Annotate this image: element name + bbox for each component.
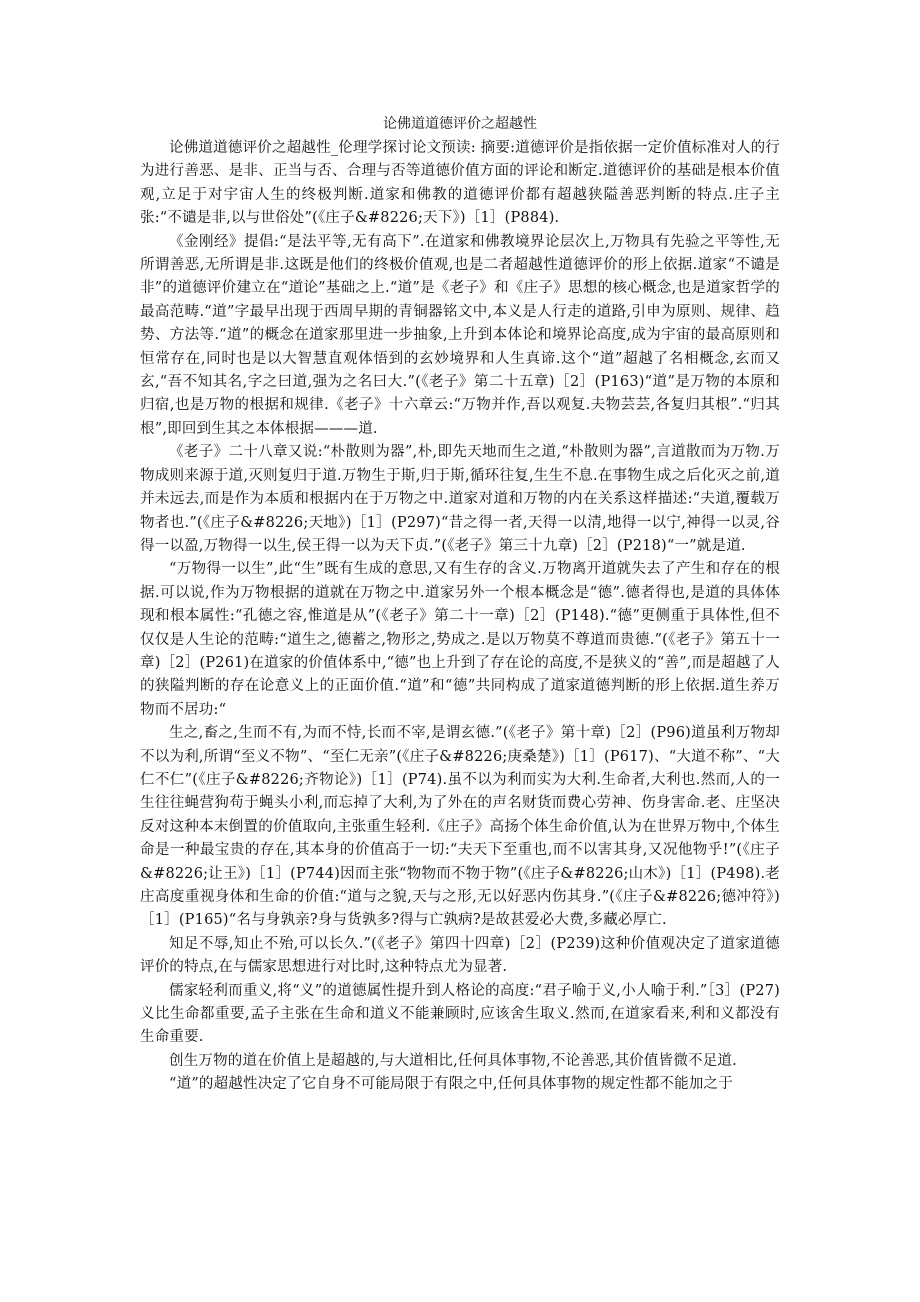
document-body [140,137,780,1097]
paragraph: 生之,畜之,生而不有,为而不恃,长而不宰,是谓玄德.”(《老子》第十章)［2］(P96)道虽利万物却不以为利,所谓“至义不物”、“至仁无亲”(《庄子&#8226;庚桑楚》)［1］(P617)、“大道不称”、“大仁不仁”(《庄子&#8226;齐物论》)［1］(P74).虽不以为利而实为大利.生命者,大利也.然而,人的一生往往蝇营狗苟于蝇头小利,而忘掉了大利,为了外在的声名财货而费心劳神、伤身害命.老、庄坚决反对这种本末倒置的价值取向,主张重生轻利.《庄子》高扬个体生命价值,认为在世界万物中,个体生命是一种最宝贵的存在,其本身的价值高于一切:“夫天下至重也,而不以害其身,又况他物乎!”(《庄子&#8226;让王》)［1］(P744)因而主张“物物而不物于物”(《庄子&#8226;山木》)［1］(P498).老庄高度重视身体和生命的价值:“道与之貌,天与之形,无以好恶内伤其身.”(《庄子&#8226;德冲符》)［1］(P165)“名与身孰亲?身与货孰多?得与亡孰病?是故甚爱必大费,多藏必厚亡. [140,725,780,929]
paragraph: “万物得一以生”,此“生”既有生成的意思,又有生存的含义.万物离开道就失去了产生和存在的根据.可以说,作为万物根据的道就在万物之中.道家另外一个根本概念是“德”.德者得也,是道的具体体现和根本属性:“孔德之容,惟道是从”(《老子》第二十一章)［2］(P148).“德”更侧重于具体性,但不仅仅是人生论的范畴:“道生之,德蓄之,物形之,势成之.是以万物莫不尊道而贵德.”(《老子》第五十一章)［2］(P261)在道家的价值体系中,“德”也上升到了存在论的高度,不是狭义的“善”,而是超越了人的狭隘判断的存在论意义上的正面价值.“道”和“德”共同构成了道家道德判断的形上依据.道生养万物而不居功:“ [140,561,780,718]
paragraph: 《老子》二十八章又说:“朴散则为器”,朴,即先天地而生之道,“朴散则为器”,言道散而为万物.万物成则来源于道,灭则复归于道.万物生于斯,归于斯,循环往复,生生不息.在事物生成之后化灭之前,道并未远去,而是作为本质和根据内在于万物之中.道家对道和万物的内在关系这样描述:“夫道,覆载万物者也.”(《庄子&#8226;天地》)［1］(P297)“昔之得一者,天得一以清,地得一以宁,神得一以灵,谷得一以盈,万物得一以生,侯王得一以为天下贞.”(《老子》第三十九章)［2］(P218)“一”就是道. [140,444,780,554]
paragraph: 儒家轻利而重义,将“义”的道德属性提升到人格论的高度:“君子喻于义,小人喻于利.”［3］(P27)义比生命都重要,孟子主张在生命和道义不能兼顾时,应该舍生取义.然而,在道家看来,利和义都没有生命重要. [140,982,780,1046]
paragraph: 创生万物的道在价值上是超越的,与大道相比,任何具体事物,不论善恶,其价值皆微不足道. [169,1052,737,1069]
paragraph: 知足不辱,知止不殆,可以长久.”(《老子》第四十四章)［2］(P239)这种价值观决定了道家道德评价的特点,在与儒家思想进行对比时,这种特点尤为显著. [140,935,780,976]
paragraph: “道”的超越性决定了它自身不可能局限于有限之中,任何具体事物的规定性都不能加之于 [169,1076,733,1093]
document-title: 论佛道道德评价之超越性 [383,116,537,132]
document-page [140,0,780,1302]
paragraph: 《金刚经》提倡:“是法平等,无有高下”.在道家和佛教境界论层次上,万物具有先验之平等性,无所谓善恶,无所谓是非.这既是他们的终极价值观,也是二者超越性道德评价的形上依据.道家“不谴是非”的道德评价建立在“道论”基础之上.“道”是《老子》和《庄子》思想的核心概念,也是道家哲学的最高范畴.“道”字最早出现于西周早期的青铜器铭文中,本义是人行走的道路,引申为原则、规律、趋势、方法等.“道”的概念在道家那里进一步抽象,上升到本体论和境界论高度,成为宇宙的最高原则和恒常存在,同时也是以大智慧直观体悟到的玄妙境界和人生真谛.这个“道”超越了名相概念,玄而又玄,“吾不知其名,字之曰道,强为之名曰大.”(《老子》第二十五章)［2］(P163)“道”是万物的本原和归宿,也是万物的根据和规律.《老子》十六章云:“万物并作,吾以观复.夫物芸芸,各复归其根”.“归其根”,即回到生其之本体根据———道. [140,233,780,437]
paragraph: 论佛道道德评价之超越性_伦理学探讨论文预读: 摘要:道德评价是指依据一定价值标准对人的行为进行善恶、是非、正当与否、合理与否等道德价值方面的评论和断定.道德评价的基础是根本价值观,立足于对宇宙人生的终极判断.道家和佛教的道德评价都有超越狭隘善恶判断的特点.庄子主张:“不谴是非,以与世俗处”(《庄子&#8226;天下》)［1］(P884). [140,140,780,227]
